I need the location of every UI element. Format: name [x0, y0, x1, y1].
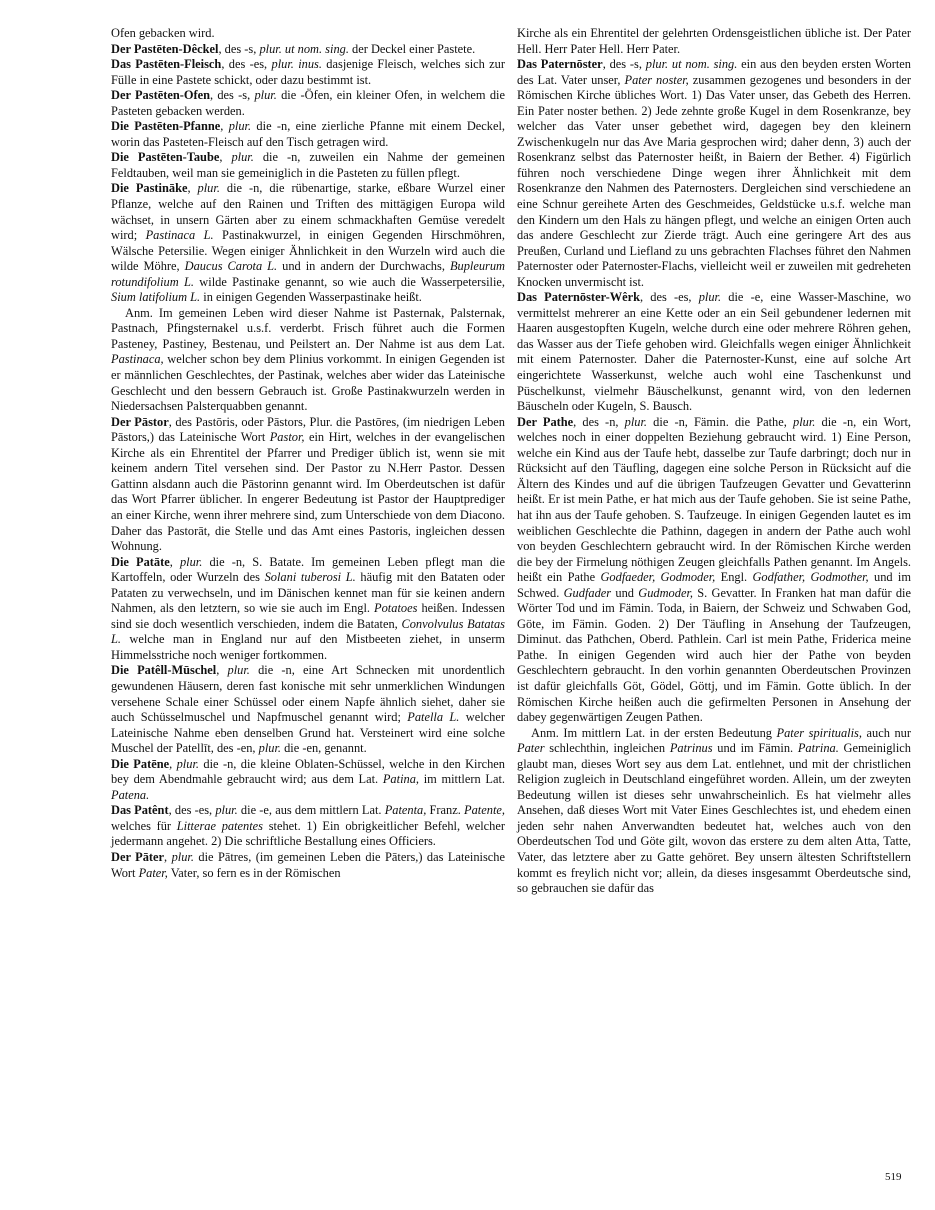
entry-text: die -e, aus dem mittlern Lat. — [237, 803, 385, 818]
entry-text: , des -es, — [640, 290, 699, 305]
entry-text: die -n, ein Wort, welches noch in einer doppelten Beziehung gebraucht wird. 1) Eine Person, welche ein Kind aus der Taufe hebt, dasselbe zur Taufe darbringt; doch nur in Rücksicht auf den Täufling, dagegen eine solche Person in Rücksicht auf die Ältern des Kindes und auf die übrigen Taufzeugen Gevatter und Gevatterinn heißt. Er ist mein Pathe, er hat mich aus der Taufe gehoben. Sie ist seine Pathe, hat ihn aus der Taufe gehoben. S. Taufzeuge. In einigen Gegenden lautet es im weiblichen Geschlechte die Pathinn, dagegen in andern der Pathe auch wohl von beyden Geschlechtern gebraucht wird. In der Römischen Kirche werden die bey der Firmelung nöthigen Zeugen gleichfalls Pathen genannt. Im Angels. heißt ein Pathe — [517, 414, 912, 585]
italic-term: Sium latifolium L. — [111, 290, 201, 305]
entry-text: stehet. 1) Ein obrigkeitlicher Befehl, welcher jedermann angehet. 2) Die schriftliche Bestallung eines Officiers. — [111, 818, 506, 849]
entry-text: , — [219, 150, 232, 165]
dictionary-entry — [111, 555, 505, 664]
italic-term: plur. — [227, 663, 250, 678]
entry-text: S. Gevatter. In Franken hat man dafür die Wörter Tod und im Fämin. Toda, in Baiern, der Schweiz und Schwaben God, Göte, im Fämin. Goden. 2) Der Täufling in Ansehung der Taufzeugen, Diminut. das Pathchen, Oberd. Pathlein. Carl ist mein Pathe, Friderica meine Pathe. In einigen Gegenden wird auch hier der Pathe von beyden Geschlechtern gebraucht. In den vorhin genannten Oberdeutschen Provinzen ist dafür gleichfalls Göt, Gödel, Göttj, und im Fämin. Gotte üblich. In der Römischen Kirche heißen auch die gefirmelten Personen in Ansehung der dabey gegenwärtigen Zeugen Pathen. — [517, 585, 911, 725]
right-column — [517, 26, 911, 897]
italic-term: Pastinaca L. — [145, 228, 214, 243]
italic-term: plur. — [215, 803, 238, 818]
dictionary-entry — [517, 415, 911, 726]
italic-term: Pater spiritualis, — [776, 725, 862, 740]
italic-term: Patrinus — [669, 741, 713, 756]
entry-text: die -e, eine Wasser-Maschine, wo vermittelst mehrerer an eine Kette oder an ein Seil gebundener ledernen mit Haaren ausgestopften Kugeln, welche durch eine oder mehrere Röhren gehen, das Wasser aus der Tiefe gehoben wird. Gleichfalls wegen einiger Ähnlichkeit mit einem Paternoster. Daher die Paternoster-Kunst, eine auf solche Art eingerichtete Wasserkunst, welche auch wohl eine Taschenkunst und Püschelkunst, vielmehr Bäuschelkunst, genannt wird, von den ledernen Bäuscheln oder Kugeln, S. Bausch. — [517, 290, 911, 414]
italic-term: Gudmoder, — [638, 585, 693, 600]
page-number: 519 — [885, 1171, 902, 1183]
entry-text: dasjenige Fleisch, welches sich zur Fülle in eine Pastete schickt, oder dazu bestimmt ist. — [111, 57, 506, 87]
dictionary-entry — [111, 663, 505, 756]
entry-text: , des -n, — [573, 414, 625, 429]
entry-headword: Das Pastēten-Fleisch — [111, 57, 222, 72]
entry-text: , — [169, 756, 177, 771]
italic-term: Litterae patentes — [176, 818, 263, 833]
italic-term: Patrina. — [797, 741, 839, 756]
entry-text: Engl. — [715, 570, 753, 585]
dictionary-entry — [517, 57, 911, 290]
italic-term: plur. — [231, 150, 254, 165]
italic-term: Patina, — [382, 772, 419, 787]
dictionary-entry — [111, 26, 505, 42]
italic-term: Convolvulus Batatas L. — [111, 616, 505, 647]
italic-term: Godfaeder, Godmoder, — [600, 570, 716, 585]
italic-term: Pater noster, — [624, 72, 689, 87]
italic-term: Patena. — [111, 787, 150, 802]
italic-term: plur. ut nom. sing. — [259, 41, 349, 56]
entry-text: Kirche als ein Ehrentitel der gelehrten Ordensgeistlichen übliche ist. Der Pater Hell. Herr Pater Hell. Herr Pater. — [517, 26, 911, 56]
entry-text: die -n, die rübenartige, starke, eßbare Wurzel einer Pflanze, welche auf den Rainen und Triften des mittägigen Europa wild wächset, in unsern Gärten aber zu einem schmackhaften Gemüse veredelt wird; — [111, 181, 505, 243]
entry-text: Franz. — [426, 803, 465, 818]
entry-headword: Der Pāter — [111, 849, 165, 864]
entry-text: im mittlern Lat. — [419, 772, 505, 787]
italic-term: plur. — [228, 119, 252, 134]
entry-text: und im Schwed. — [517, 570, 912, 600]
entry-headword: Der Pāstor — [111, 414, 169, 429]
entry-headword: Die Patāte — [111, 554, 170, 569]
entry-headword: Das Paternōster-Wêrk — [517, 290, 641, 305]
entry-text: welcher Lateinische Nahme eben denselben Grund hat. Versteinert wird eine solche Muschel der Patellīt, des -en, — [111, 710, 505, 756]
dictionary-entry — [111, 119, 505, 150]
entry-text: , — [187, 181, 198, 196]
entry-text: auch nur — [861, 725, 911, 740]
italic-term: plur. ut nom. sing. — [645, 57, 738, 72]
entry-text: schlechthin, ingleichen — [544, 741, 670, 756]
dictionary-entry — [111, 850, 505, 881]
entry-text: welches für — [111, 818, 177, 833]
dictionary-entry — [111, 150, 505, 181]
italic-term: plur. — [698, 290, 722, 305]
italic-term: Bupleurum rotundifolium L. — [111, 259, 505, 289]
italic-term: Potatoes — [374, 601, 418, 616]
entry-headword: Das Patênt — [111, 803, 169, 818]
entry-text: Anm. Im gemeinen Leben wird dieser Nahme ist Pasternak, Palsternak, Pastnach, Pfingsternakel u.s.f. verderbt. Frisch führet auch die Formen Pasteney, Pastiney, Bestenau, und Peilstert an. Der Nahme ist aus dem Lat. — [111, 305, 505, 351]
entry-text: die -n, die kleine Oblaten-Schüssel, welche in den Kirchen bey dem Abendmahle gebraucht wird; aus dem Lat. — [111, 756, 505, 787]
entry-text: , des -es, — [168, 803, 216, 818]
entry-text: welche man in England nur auf den Mistbeeten ziehet, in unserm Himmelsstriche noch weniger fortkommen. — [111, 632, 505, 662]
entry-text: häufig mit den Bataten oder Pataten zu verwechseln, und im Dänischen kennet man für sie keinen andern Nahmen, als den letztern, so wie sie auch im Engl. — [111, 570, 505, 616]
italic-term: plur. — [176, 756, 199, 771]
italic-term: Pastinaca, — [111, 352, 164, 367]
entry-text: , — [169, 554, 180, 569]
dictionary-entry — [111, 415, 505, 555]
entry-text: ein Hirt, welches in der evangelischen Kirche als ein Ehrentitel der Pfarrer und Prediger üblich ist, wenn sie mit keinem andern Titel versehen sind. Der Pastor zu N.Herr Pastor. Dessen Gattinn alsdann auch die Pāstorinn genannt wird. Im Oberdeutschen ist dafür das Wort Pfarrer üblicher. In engerer Bedeutung ist Pastor der Hauptprediger an einer Kirche, wenn ihrer mehrere sind, zum Unterschiede von dem Diacono. Daher das Pastorāt, die Stelle und das Amt eines Pastoris, ingleichen dessen Wohnung. — [111, 430, 506, 554]
italic-term: Pastor, — [269, 430, 305, 445]
dictionary-entry — [111, 306, 505, 415]
italic-term: Pater, — [138, 865, 168, 880]
entry-text: , — [164, 849, 172, 864]
entry-text: die -Öfen, ein kleiner Ofen, in welchem die Pasteten gebacken werden. — [111, 88, 505, 118]
dictionary-entry — [111, 42, 505, 58]
italic-term: Daucus Carota L. — [184, 259, 278, 274]
dictionary-entry — [111, 57, 505, 88]
entry-text: , des -es, — [221, 57, 272, 72]
italic-term: plur. — [624, 414, 648, 429]
entry-text: , — [216, 663, 228, 678]
entry-text: die -n, zuweilen ein Nahme der gemeinen Feldtauben, weil man sie gemeiniglich in die Pasteten zu füllen pflegt. — [111, 150, 505, 180]
entry-text: und — [611, 585, 639, 600]
entry-text: Gemeiniglich glaubt man, dieses Wort sey aus dem Lat. entlehnet, und mit der christlichen Religion zugleich in Deutschland eingeführet worden. Allein, um der zweyten Bedeutung willen ist dieses sehr unwahrscheinlich. Es hat vielmehr alles Ansehen, daß dieses Wort mit Vater Eines Geschlechtes ist, und ehedem einen jeden sehr nahen Anverwandten bedeutet hat, welches auch von den Oberdeutschen Tod und Göte gilt, wovon das erstere zu dem alten Atta, Tatte, Vater, das letztere aber zu Gatte gehöret. Bey unsern ältesten Schriftstellern kommt es freylich nicht vor; allein, da dieses insgesammt Oberdeutsche sind, so gebrauchen sie dafür das — [517, 741, 911, 896]
dictionary-entry — [111, 803, 505, 850]
dictionary-entry — [517, 726, 911, 897]
italic-term: Godfather, Godmother, — [752, 570, 869, 585]
italic-term: Patella L. — [407, 710, 460, 725]
dictionary-entry — [517, 26, 911, 57]
entry-text: , des -s, — [218, 41, 260, 56]
dictionary-entry — [517, 290, 911, 414]
entry-text: Pastinakwurzel, in einigen Gegenden Hirschmöhren, Wälsche Petersilie. Wegen einiger Ähnlichkeit in den Wurzeln wird auch die wilde Möhre, — [111, 228, 505, 274]
entry-text: die -n, eine Art Schnecken mit unordentlich gewundenen Häusern, deren fast konische mit sehr unmerklichen Windungen versehene Schale einer Schüssel oder einem Napfe ähnlich siehet, daher sie auch Schüsselmuschel und Napfmuschel genannt wird; — [111, 663, 505, 725]
entry-text: der Deckel einer Pastete. — [348, 41, 476, 56]
entry-headword: Der Pastēten-Dêckel — [111, 41, 219, 56]
entry-headword: Die Pastināke — [111, 181, 188, 196]
italic-term: Gudfader — [563, 585, 612, 600]
entry-text: Vater, so fern es in der Römischen — [167, 865, 341, 880]
italic-term: plur. — [171, 849, 194, 864]
italic-term: Patenta, — [384, 803, 427, 818]
entry-text: die Pātres, (im gemeinen Leben die Pāters,) das Lateinische Wort — [111, 849, 505, 880]
entry-text: wilde Pastinake genannt, so wie auch die Wasserpetersilie, — [194, 274, 506, 289]
italic-term: Solani tuberosi L. — [264, 570, 356, 585]
entry-text: die -en, genannt. — [281, 741, 367, 756]
entry-headword: Das Paternōster — [517, 57, 603, 72]
italic-term: Pater — [517, 741, 545, 756]
entry-text: Ofen gebacken wird. — [111, 26, 215, 40]
entry-headword: Die Pastēten-Pfanne — [111, 119, 221, 134]
entry-text: in einigen Gegenden Wasserpastinake heißt. — [200, 290, 422, 305]
entry-text: Anm. Im mittlern Lat. in der ersten Bedeutung — [531, 725, 777, 740]
dictionary-entry — [111, 757, 505, 804]
italic-term: plur. — [197, 181, 220, 196]
entry-text: , des Pastōris, oder Pāstors, Plur. die Pastōres, (im niedrigen Leben Pāstors,) das Lateinische Wort — [111, 414, 505, 445]
entry-text: welcher schon bey dem Plinius vorkommt. In einigen Gegenden ist er männlichen Geschlechtes, der Pastinak, welches aber wider das Lateinische Geschlecht und den bessern Gebrauch ist. Große Pastinakwurzeln werden in Niedersachsen Palsterquabben genannt. — [111, 352, 505, 414]
entry-headword: Der Pathe — [517, 414, 574, 429]
entry-text: die -n, eine zierliche Pfanne mit einem Deckel, worin das Pasteten-Fleisch auf den Tisch getragen wird. — [111, 119, 506, 149]
entry-text: ein aus den beyden ersten Worten des Lat. Vater unser, — [517, 57, 911, 87]
entry-text: , — [220, 119, 229, 134]
entry-text: heißen. Indessen sind sie doch wesentlich verschieden, indem die Bataten, — [111, 601, 505, 631]
italic-term: plur. inus. — [271, 57, 322, 72]
entry-text: die -n, Fämin. die Pathe, — [647, 414, 793, 429]
italic-term: Patente, — [464, 803, 505, 818]
entry-headword: Die Patēne — [111, 756, 170, 771]
entry-text: und in andern der Durchwachs, — [277, 259, 450, 274]
dictionary-entry — [111, 181, 505, 305]
italic-term: plur. — [793, 414, 816, 429]
entry-text: , des -s, — [602, 57, 646, 72]
entry-text: die -n, S. Batate. Im gemeinen Leben pflegt man die Kartoffeln, oder Wurzeln des — [111, 554, 505, 585]
entry-text: , des -s, — [210, 88, 255, 103]
entry-text: zusammen gezogenes und besonders in der Römischen Kirche übliches Wort. 1) Das Vater unser, das Gebeth des Herren. Ein Pater noster bethen. 2) Jede zehnte große Kugel in dem Rosenkranze, bey welcher das Vater unser gebethet wird, dagegen bey den kleinern Zwischenkugeln nur das Ave Maria gesprochen wird; daher denn, 3) auch der Rosenkranz selbst das Paternoster heißt, in Baiern der Bether. 4) Figürlich führen noch verschiedene Dinge wegen ihrer Ähnlichkeit mit dem Rosenkranze den Nahmen des Paternosters. Dergleichen sind verschiedene an eine Schnur gereihete Arten des Geschmeides, Geldstücke u.s.f. welche man den Kindern um den Hals zu hängen pflegt, und welche an einigen Orten auch das andere Geschlecht zur Zierde trägt. Auch eine geringere Art des aus Preußen, Curland und Liefland zu uns gebrachten Flachses führet den Nahmen Paternoster oder Paternoster-Flachs, vielleicht weil er zuweilen mit gedreheten Knocken unvermischt ist. — [517, 72, 911, 289]
italic-term: plur. — [254, 88, 277, 103]
italic-term: plur. — [258, 741, 282, 756]
entry-headword: Die Pastēten-Taube — [111, 150, 220, 165]
italic-term: plur. — [179, 554, 203, 569]
entry-text: und im Fämin. — [712, 741, 798, 756]
dictionary-entry — [111, 88, 505, 119]
entry-headword: Der Pastēten-Ofen — [111, 88, 210, 103]
entry-headword: Die Patêll-Mūschel — [111, 663, 217, 678]
left-column — [111, 26, 505, 881]
